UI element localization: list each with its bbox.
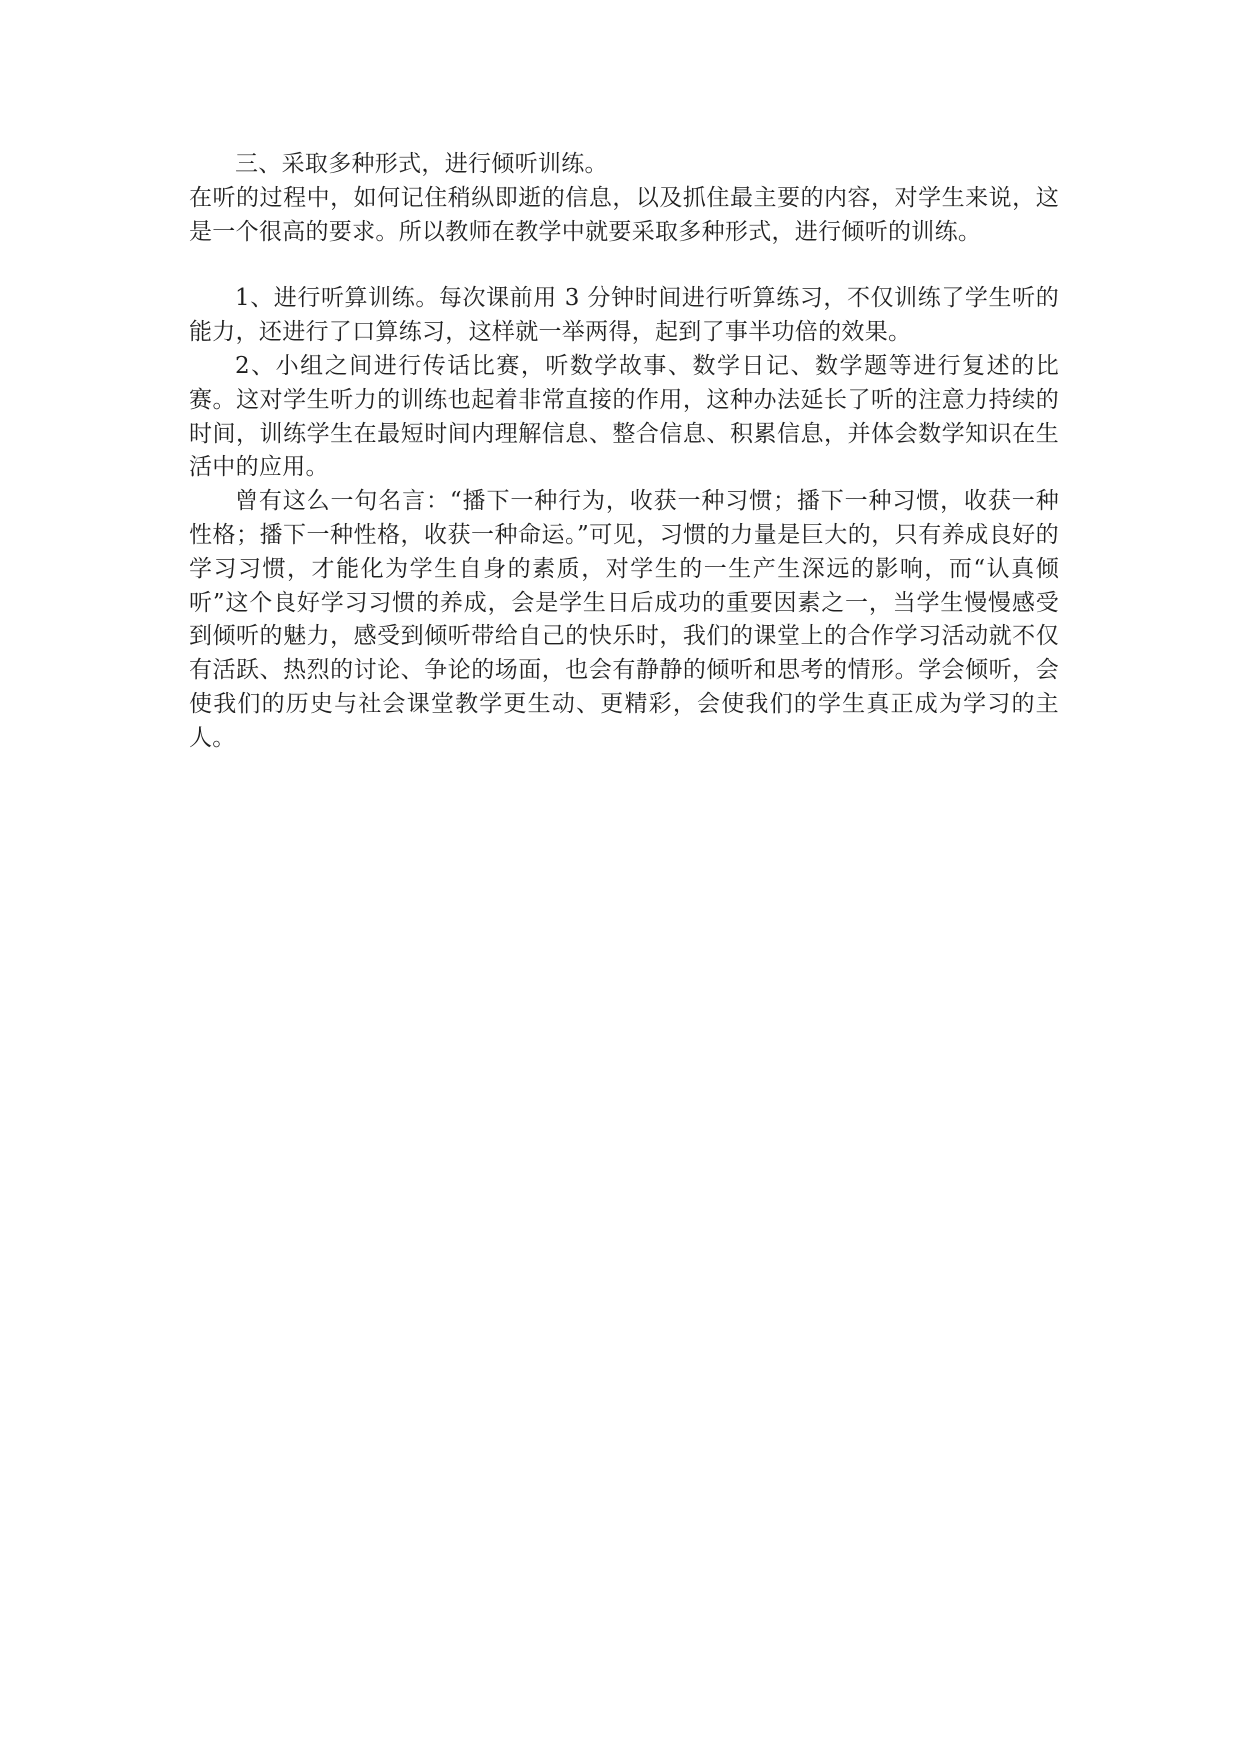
list-item-2: 2、小组之间进行传话比赛，听数学故事、数学日记、数学题等进行复述的比赛。这对学生听力的训练也起着非常直接的作用，这种办法延长了听的注意力持续的时间，训练学生在最短时间内理解信息、整合信息、积累信息，并体会数学知识在生活中的应用。 <box>189 352 1059 481</box>
section-heading: 三、采取多种形式，进行倾听训练。 <box>235 151 608 177</box>
document-body <box>189 148 1059 756</box>
list-item-1: 1、进行听算训练。每次课前用 3 分钟时间进行听算练习，不仅训练了学生听的能力，还进行了口算练习，这样就一举两得，起到了事半功倍的效果。 <box>189 285 1059 346</box>
intro-paragraph: 在听的过程中，如何记住稍纵即逝的信息，以及抓住最主要的内容，对学生来说，这是一个很高的要求。所以教师在教学中就要采取多种形式，进行倾听的训练。 <box>189 184 1059 245</box>
closing-paragraph: 曾有这么一句名言：“播下一种行为，收获一种习惯；播下一种习惯，收获一种性格；播下一种性格，收获一种命运。”可见，习惯的力量是巨大的，只有养成良好的学习习惯，才能化为学生自身的素质，对学生的一生产生深远的影响，而“认真倾听”这个良好学习习惯的养成，会是学生日后成功的重要因素之一，当学生慢慢感受到倾听的魅力，感受到倾听带给自己的快乐时，我们的课堂上的合作学习活动就不仅有活跃、热烈的讨论、争论的场面，也会有静静的倾听和思考的情形。学会倾听，会使我们的历史与社会课堂教学更生动、更精彩，会使我们的学生真正成为学习的主人。 <box>189 488 1059 751</box>
